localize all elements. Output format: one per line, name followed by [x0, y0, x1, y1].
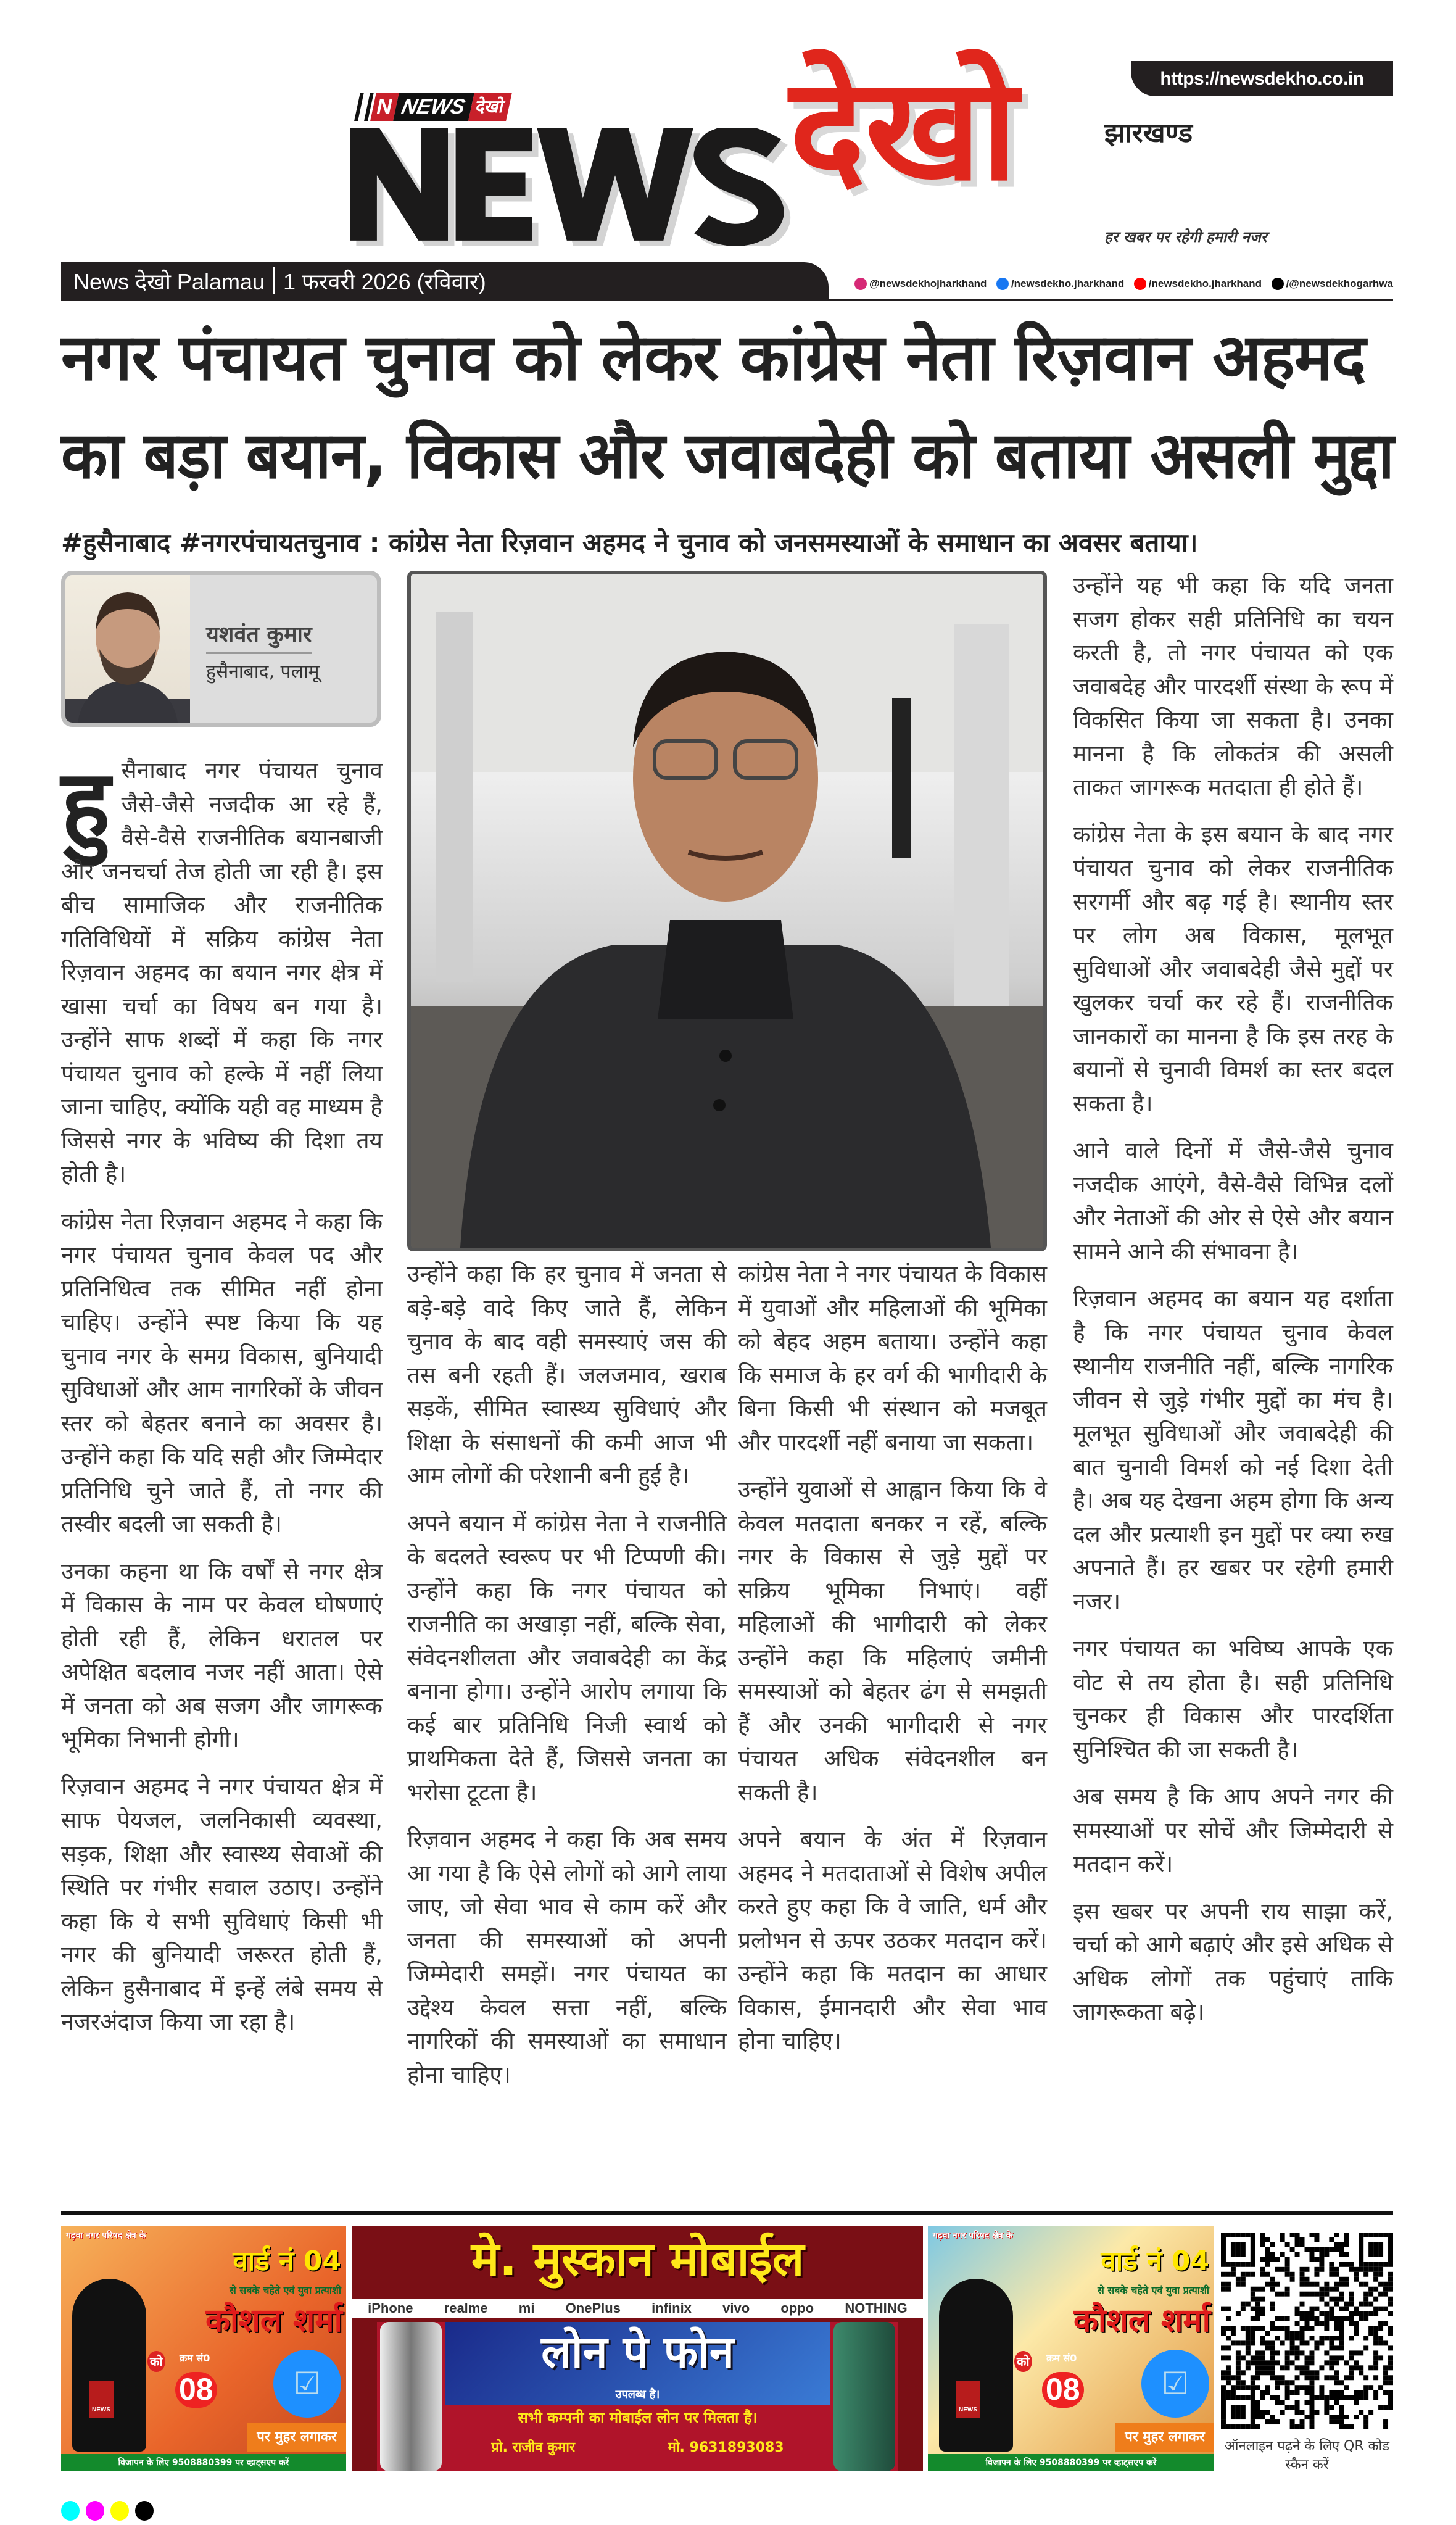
brand-logo: oppo	[780, 2300, 814, 2316]
article-column-3	[738, 1258, 1047, 2072]
article-column-1	[61, 750, 383, 2053]
ad-phone: मो. 9631893083	[668, 2440, 784, 2455]
ad-tagline: सभी कम्पनी का मोबाईल लोन पर मिलता है।	[518, 2409, 758, 2426]
article-paragraph: इस खबर पर अपनी राय साझा करें, चर्चा को आगे बढ़ाएं और इसे अधिक से अधिक लोगों तक पहुंचाएं ताकि जागरूकता बढ़े।	[1073, 1897, 1393, 2025]
lead-text: सैनाबाद नगर पंचायत चुनाव जैसे-जैसे नजदीक आ रहे हैं, वैसे-वैसे राजनीतिक बयानबाजी और जनचर्चा तेज होती जा रही है। इस बीच सामाजिक और राजनीतिक गतिविधियों में सक्रिय कांग्रेस नेता रिज़वान अहमद का बयान नगर क्षेत्र में खासा चर्चा का विषय बन गया है। उन्होंने साफ शब्दों में कहा कि नगर पंचायत चुनाव को हल्के में नहीं लिया जाना चाहिए, क्योंकि यही वह माध्यम है जिससे नगर के भविष्य की दिशा तय होती है।	[61, 757, 383, 1187]
ad-area: गढ़वा नगर परिषद क्षेत्र के	[933, 2231, 1013, 2241]
phone-image-right	[833, 2322, 895, 2471]
ad-brand-strip	[352, 2299, 923, 2318]
registration-dot	[135, 2501, 154, 2521]
article-paragraph: उन्होंने यह भी कहा कि यदि जनता सजग होकर सही प्रतिनिधि का चयन करती है, तो नगर पंचायत को एक जवाबदेह और पारदर्शी संस्था के रूप में विकसित किया जा सकता है। उनका मानना है कि लोकतंत्र की असली ताकत जागरूक मतदाता ही होते हैं।	[1073, 572, 1393, 800]
ad-available: उपलब्ध है।	[615, 2388, 660, 2401]
qr-code[interactable]	[1221, 2233, 1393, 2429]
dateline-divider	[273, 267, 275, 294]
ad-subtitle: से सबके चहेते एवं युवा प्रत्याशी	[230, 2284, 341, 2296]
masthead-rule	[61, 299, 1393, 301]
brand-logo: vivo	[722, 2300, 750, 2316]
news-logo-icon: NEWS	[956, 2381, 980, 2418]
logo-tagline: हर खबर पर रहेगी हमारी नजर	[1104, 228, 1267, 246]
article-paragraph: रिज़वान अहमद ने नगर पंचायत क्षेत्र में साफ पेयजल, जलनिकासी व्यवस्था, सड़क, शिक्षा और स्वास्थ्य सेवाओं की स्थिति पर गंभीर सवाल उठाए। उन्होंने कहा कि ये सभी सुविधाएं किसी भी नगर की बुनियादी जरूरत होती हैं, लेकिन हुसैनाबाद में इन्हें लंबे समय से नजरअंदाज किया जा रहा है।	[61, 1773, 383, 2035]
logo-dekho-small: देखो	[468, 93, 512, 121]
ad-ward: वार्ड नं 04	[233, 2245, 341, 2277]
article-paragraph: रिज़वान अहमद ने कहा कि अब समय आ गया है कि ऐसे लोगों को आगे लाया जाए, जो सेवा भाव से काम करें और जनता की समस्याओं को अपनी जिम्मेदारी समझें। नगर पंचायत का उद्देश्य केवल सत्ता नहीं, बल्कि नागरिकों की समस्याओं का समाधान होना चाहिए।	[407, 1826, 727, 2088]
ballot-box-icon: ☑	[273, 2350, 341, 2418]
social-handle[interactable]	[996, 278, 1124, 290]
article-paragraph: अब समय है कि आप अपने नगर की समस्याओं पर सोचें और जिम्मेदारी से मतदान करें।	[1073, 1783, 1393, 1877]
instagram-icon	[854, 278, 867, 290]
candidate-silhouette	[939, 2279, 1013, 2452]
brand-logo: iPhone	[368, 2300, 413, 2316]
social-handle-text: /newsdekho.jharkhand	[1148, 278, 1262, 289]
ballot-box-icon: ☑	[1141, 2350, 1209, 2418]
registration-dot	[110, 2501, 129, 2521]
ad-headline: लोन पे फोन	[541, 2326, 734, 2378]
author-location: हुसैनाबाद, पलामू	[206, 661, 320, 682]
logo-news-letters	[350, 128, 774, 240]
ad-footer: विजापन के लिए 9508880399 पर व्हाट्सएप करें	[61, 2454, 346, 2471]
article-paragraph: उन्होंने कहा कि हर चुनाव में जनता से बड़े-बड़े वादे किए जाते हैं, लेकिन चुनाव के बाद वही समस्याएं जस की तस बनी रहती हैं। जलजमाव, खराब सड़कें, सीमित स्वास्थ्य सुविधाएं और शिक्षा के संसाधनों की कमी आज भी आम लोगों की परेशानी बनी हुई है।	[407, 1261, 727, 1489]
ad-footer: विजापन के लिए 9508880399 पर व्हाट्सएप करें	[928, 2454, 1214, 2471]
article-paragraph: अपने बयान के अंत में रिज़वान अहमद ने मतदाताओं से विशेष अपील करते हुए कहा कि वे जाति, धर्म और प्रलोभन से ऊपर उठकर मतदान करें। उन्होंने कहा कि मतदान का आधार विकास, ईमानदारी और सेवा भाव होना चाहिए।	[738, 1826, 1047, 2054]
social-handle-text: @newsdekhojharkhand	[869, 278, 987, 289]
ad-serial: 08	[1042, 2372, 1084, 2408]
lead-paragraph	[61, 750, 383, 1192]
headline: नगर पंचायत चुनाव को लेकर कांग्रेस नेता रिज़वान अहमद का बड़ा बयान, विकास और जवाबदेही को बताया असली मुद्दा	[61, 320, 1394, 493]
mobile-shop-ad[interactable]	[352, 2226, 923, 2471]
author-byline	[61, 571, 381, 727]
facebook-icon	[996, 278, 1009, 290]
article-paragraph: आने वाले दिनों में जैसे-जैसे चुनाव नजदीक आएंगे, वैसे-वैसे विभिन्न दलों और नेताओं की ओर से ऐसे और बयान सामने आने की संभावना है।	[1073, 1137, 1393, 1265]
brand-logo: NOTHING	[845, 2300, 908, 2316]
brand-logo: OnePlus	[565, 2300, 621, 2316]
qr-caption: ऑनलाइन पढ़ने के लिए QR कोड स्कैन करें	[1224, 2439, 1390, 2473]
social-handle[interactable]	[854, 278, 987, 290]
phone-image-left	[380, 2322, 442, 2471]
article-column-2	[407, 1258, 727, 2105]
article-paragraph: कांग्रेस नेता ने नगर पंचायत के विकास में युवाओं और महिलाओं की भूमिका को बेहद अहम बताया। उन्होंने कहा कि समाज के हर वर्ग की भागीदारी के बिना किसी भी संस्थान को मजबूत और पारदर्शी नहीं बनाया जा सकता।	[738, 1261, 1047, 1456]
mini-logo-badge	[354, 93, 511, 121]
article-paragraph: रिज़वान अहमद का बयान यह दर्शाता है कि नगर पंचायत चुनाव केवल स्थानीय राजनीति नहीं, बल्कि नागरिक जीवन से जुड़े गंभीर मुद्दों का मंच है। मूलभूत सुविधाओं और जवाबदेही की बात चुनावी विमर्श को नई दिशा देती है। अब यह देखना अहम होगा कि अन्य दल और प्रत्याशी इन मुद्दों पर क्या रुख अपनाते हैं। हर खबर पर रहेगी हमारी नजर।	[1073, 1285, 1393, 1615]
ad-proprietor: प्रो. राजीव कुमार	[491, 2440, 575, 2455]
social-handles	[854, 278, 1393, 290]
website-url-link[interactable]: https://newsdekho.co.in	[1131, 61, 1393, 96]
x-icon	[1272, 278, 1284, 290]
brand-logo: infinix	[651, 2300, 692, 2316]
ad-ward: वार्ड नं 04	[1101, 2245, 1209, 2277]
social-handle[interactable]	[1272, 278, 1393, 290]
candidate-silhouette	[72, 2279, 146, 2452]
ad-serial-label: क्रम सं0	[180, 2352, 210, 2364]
registration-dot	[86, 2501, 104, 2521]
article-paragraph: उनका कहना था कि वर्षों से नगर क्षेत्र में विकास के नाम पर केवल घोषणाएं होती रही हैं, लेकिन धरातल पर अपेक्षित बदलाव नजर नहीं आता। ऐसे में जनता को अब सजग और जागरूक भूमिका निभानी होगी।	[61, 1557, 383, 1752]
subheadline: #हुसैनाबाद #नगरपंचायतचुनाव : कांग्रेस नेता रिज़वान अहमद ने चुनाव को जनसमस्याओं के समाधान का अवसर बताया।	[61, 528, 1198, 558]
ad-candidate-name: कौशल शर्मा	[205, 2302, 342, 2339]
dateline-bar	[61, 262, 829, 299]
logo-dekho: देखो	[790, 48, 1018, 212]
social-handle-text: /@newsdekhogarhwa	[1286, 278, 1393, 289]
ad-ko: को	[1014, 2351, 1032, 2372]
article-paragraph: उन्होंने युवाओं से आह्वान किया कि वे केवल मतदाता बनकर न रहें, बल्कि नगर के विकास से जुड़े मुद्दों पर सक्रिय भूमिका निभाएं। वहीं महिलाओं की भागीदारी को लेकर उन्होंने कहा कि महिलाएं जमीनी समस्याओं को बेहतर ढंग से समझती हैं और उनकी भागीदारी से नगर पंचायत अधिक संवेदनशील बन सकती है।	[738, 1476, 1047, 1806]
brand-logo: mi	[518, 2300, 535, 2316]
article-paragraph: अपने बयान में कांग्रेस नेता ने राजनीति के बदलते स्वरूप पर भी टिप्पणी की। उन्होंने कहा कि नगर पंचायत को राजनीति का अखाड़ा नहीं, बल्कि सेवा, संवेदनशीलता और जवाबदेही का केंद्र बनाना होगा। उन्होंने आरोप लगाया कि कई बार प्रतिनिधि निजी स्वार्थ को प्राथमिकता देते हैं, जिससे जनता का भरोसा टूटता है।	[407, 1509, 727, 1806]
article-paragraph: कांग्रेस नेता रिज़वान अहमद ने कहा कि नगर पंचायत चुनाव केवल पद और प्रतिनिधित्व तक सीमित नहीं होना चाहिए। उन्होंने स्पष्ट किया कि यह चुनाव नगर के समग्र विकास, बुनियादी सुविधाओं और आम नागरिकों के जीवन स्तर को बेहतर बनाने का अवसर है। उन्होंने कहा कि यदि सही और जिम्मेदार प्रतिनिधि चुने जाते हैं, तो नगर की तस्वीर बदली जा सकती है।	[61, 1208, 383, 1537]
ad-shop-name: मे. मुस्कान मोबाईल	[471, 2231, 805, 2286]
news-logo-icon: NEWS	[89, 2381, 114, 2418]
ad-ko: को	[147, 2351, 165, 2372]
article-paragraph: कांग्रेस नेता के इस बयान के बाद नगर पंचायत चुनाव को लेकर राजनीतिक सरगर्मी और बढ़ गई है। स्थानीय स्तर पर लोग अब विकास, मूलभूत सुविधाओं और जवाबदेही जैसे मुद्दों पर खुलकर चर्चा कर रहे हैं। राजनीतिक जानकारों का मानना है कि इस तरह के बयानों से चुनावी विमर्श का स्तर बदल सकता है।	[1073, 821, 1393, 1117]
ad-serial: 08	[175, 2372, 217, 2408]
brand-logo: realme	[444, 2300, 488, 2316]
edition-date: 1 फरवरी 2026 (रविवार)	[283, 268, 486, 294]
logo-n: N	[370, 93, 399, 121]
ad-subtitle: से सबके चहेते एवं युवा प्रत्याशी	[1098, 2284, 1209, 2296]
candidate-ad-1[interactable]	[61, 2226, 346, 2471]
social-handle-text: /newsdekho.jharkhand	[1011, 278, 1125, 289]
logo-news	[350, 128, 796, 246]
article-paragraph: नगर पंचायत का भविष्य आपके एक वोट से तय होता है। सही प्रतिनिधि चुनकर ही विकास और पारदर्शिता सुनिश्चित की जा सकती है।	[1073, 1635, 1393, 1763]
ad-area: गढ़वा नगर परिषद क्षेत्र के	[66, 2231, 146, 2241]
ad-candidate-name: कौशल शर्मा	[1073, 2302, 1210, 2339]
ad-inner-panel	[377, 2322, 898, 2471]
ad-section-rule	[61, 2211, 1393, 2215]
youtube-icon	[1134, 278, 1146, 290]
article-column-4	[1073, 569, 1393, 2043]
logo-news-small: NEWS	[393, 93, 474, 121]
edition-name: News देखो Palamau	[73, 268, 265, 294]
author-name: यशवंत कुमार	[206, 618, 312, 654]
ad-serial-label: क्रम सं0	[1046, 2352, 1077, 2364]
logo-state: झारखण्ड	[1104, 117, 1193, 149]
ad-stamp-text: पर मुहर लगाकर	[1115, 2423, 1214, 2452]
article-photo	[407, 571, 1047, 1251]
candidate-ad-2[interactable]	[928, 2226, 1214, 2471]
author-photo	[65, 575, 190, 723]
ad-stamp-text: पर मुहर लगाकर	[247, 2423, 346, 2452]
social-handle[interactable]	[1134, 278, 1262, 290]
registration-dot	[61, 2501, 80, 2521]
print-registration-marks	[61, 2501, 154, 2521]
drop-cap: हु	[61, 750, 110, 858]
